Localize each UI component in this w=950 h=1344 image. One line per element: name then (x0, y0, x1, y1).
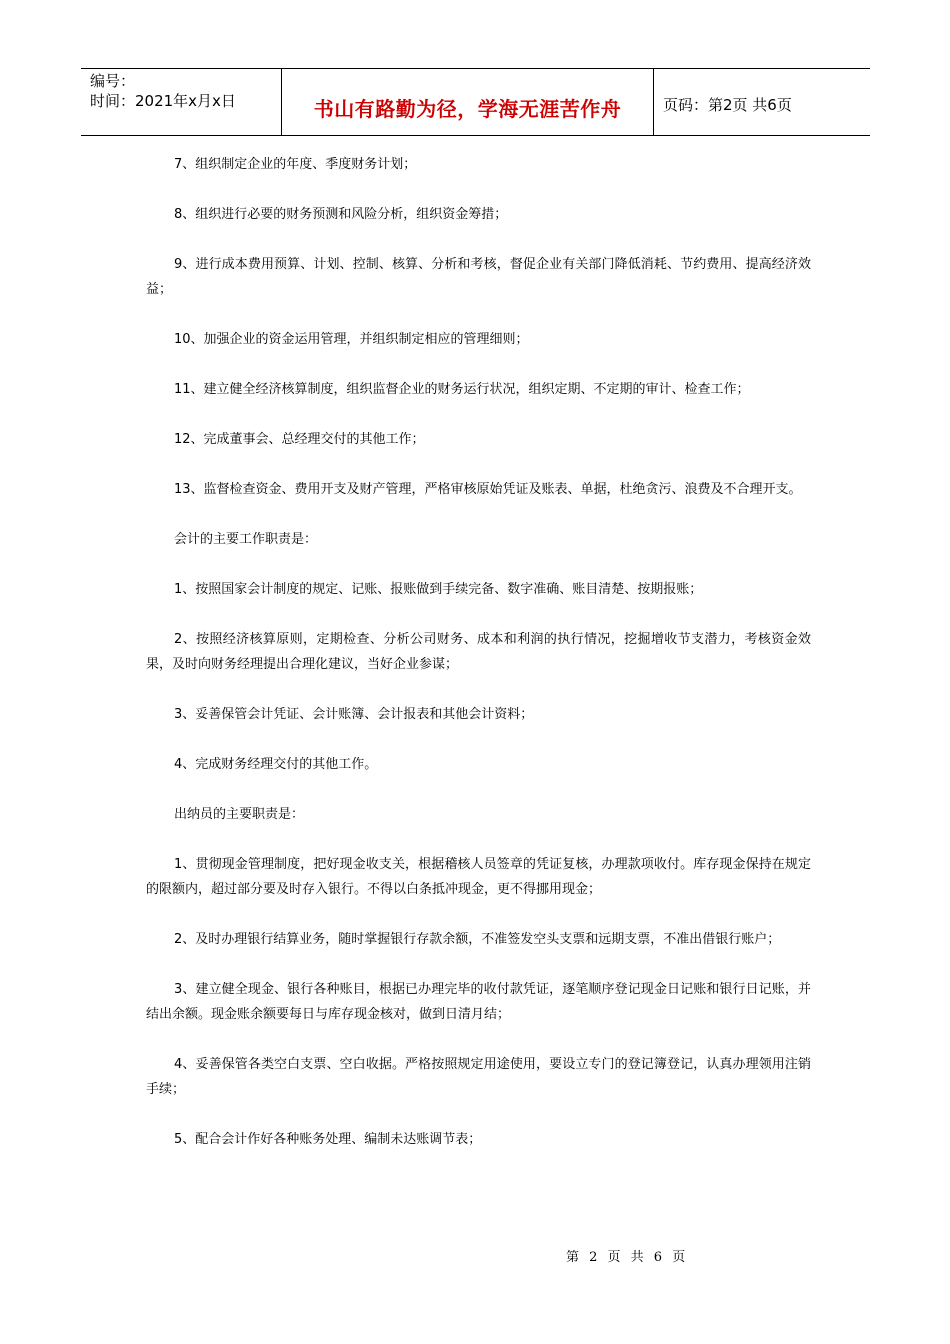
paragraph: 10、加强企业的资金运用管理，并组织制定相应的管理细则； (174, 332, 529, 347)
section-heading-cashier: 出纳员的主要职责是： (174, 807, 305, 822)
document-number-label: 编号： (90, 72, 136, 90)
paragraph: 4、完成财务经理交付的其他工作。 (174, 757, 378, 772)
header-page-info: 页码：第2页 共6页 (663, 96, 792, 114)
paragraph: 2、及时办理银行结算业务，随时掌握银行存款余额，不准签发空头支票和远期支票，不准出借银行账户； (174, 932, 781, 947)
paragraph: 13、监督检查资金、费用开支及财产管理，严格审核原始凭证及账表、单据，杜绝贪污、浪费及不合理开支。 (174, 482, 802, 497)
paragraph: 8、组织进行必要的财务预测和风险分析，组织资金筹措； (174, 207, 508, 222)
header-motto: 书山有路勤为径，学海无涯苦作舟 (313, 97, 622, 121)
document-body (146, 152, 811, 1177)
footer-page-number: 第 2 页 共 6 页 (566, 1250, 689, 1265)
header-page-cell (654, 69, 870, 135)
paragraph: 11、建立健全经济核算制度，组织监督企业的财务运行状况，组织定期、不定期的审计、检查工作； (174, 382, 750, 397)
paragraph: 7、组织制定企业的年度、季度财务计划； (174, 157, 417, 172)
paragraph: 12、完成董事会、总经理交付的其他工作； (174, 432, 425, 447)
paragraph: 5、配合会计作好各种账务处理、编制未达账调节表； (174, 1132, 482, 1147)
document-time-label: 时间：2021年x月x日 (90, 92, 236, 110)
paragraph: 2、按照经济核算原则，定期检查、分析公司财务、成本和利润的执行情况，挖掘增收节支潜力，考核资金效果，及时向财务经理提出合理化建议，当好企业参谋； (146, 632, 811, 672)
document-header (81, 68, 870, 136)
paragraph: 4、妥善保管各类空白支票、空白收据。严格按照规定用途使用，要设立专门的登记簿登记，认真办理领用注销手续； (146, 1057, 811, 1097)
section-heading-accountant: 会计的主要工作职责是： (174, 532, 318, 547)
paragraph: 3、建立健全现金、银行各种账目，根据已办理完毕的收付款凭证，逐笔顺序登记现金日记账和银行日记账，并结出余额。现金账余额要每日与库存现金核对，做到日清月结； (146, 982, 811, 1022)
header-meta-cell (81, 69, 281, 135)
paragraph: 9、进行成本费用预算、计划、控制、核算、分析和考核，督促企业有关部门降低消耗、节约费用、提高经济效益； (146, 257, 811, 297)
paragraph: 3、妥善保管会计凭证、会计账簿、会计报表和其他会计资料； (174, 707, 534, 722)
header-motto-cell (281, 69, 654, 135)
paragraph: 1、按照国家会计制度的规定、记账、报账做到手续完备、数字准确、账目清楚、按期报账； (174, 582, 703, 597)
paragraph: 1、贯彻现金管理制度，把好现金收支关，根据稽核人员签章的凭证复核，办理款项收付。库存现金保持在规定的限额内，超过部分要及时存入银行。不得以白条抵冲现金，更不得挪用现金； (146, 857, 811, 897)
